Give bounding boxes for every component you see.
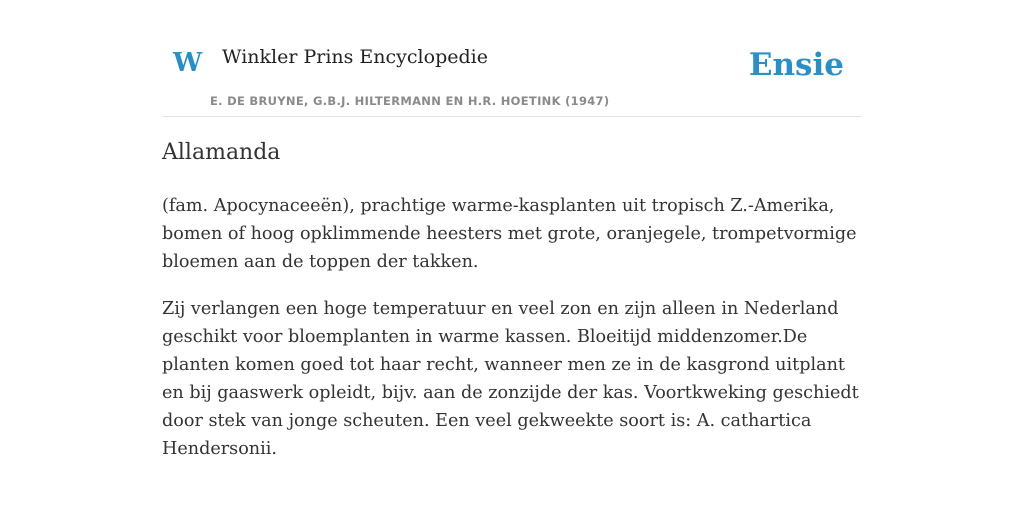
- entry-paragraph: Zij verlangen een hoge temperatuur en veel zon en zijn alleen in Nederland geschikt voor bloemplanten in warme kassen. Bloeitijd middenzomer.De planten komen goed tot haar recht, wanneer men ze in de kasgrond uitplant en bij gaaswerk opleidt, bijv. aan de zonzijde der kas. Voortkweking geschiedt door stek van jonge scheuten. Een veel gekweekte soort is: A. cathartica Hendersonii.: [162, 299, 859, 459]
- ensie-logo-link[interactable]: Ensie: [748, 47, 844, 83]
- source-logo: W: [173, 48, 203, 78]
- entry-title: Allamanda: [162, 140, 281, 165]
- source-header: [162, 0, 862, 117]
- entry-paragraph: (fam. Apocynaceeën), prachtige warme-kasplanten uit tropisch Z.-Amerika, bomen of hoog opklimmende heesters met grote, oranjegele, trompetvormige bloemen aan de toppen der takken.: [162, 196, 857, 272]
- entry-body: [162, 192, 862, 482]
- source-authors: E. DE BRUYNE, G.B.J. HILTERMANN EN H.R. HOETINK (1947): [210, 94, 610, 108]
- source-title[interactable]: Winkler Prins Encyclopedie: [222, 46, 488, 68]
